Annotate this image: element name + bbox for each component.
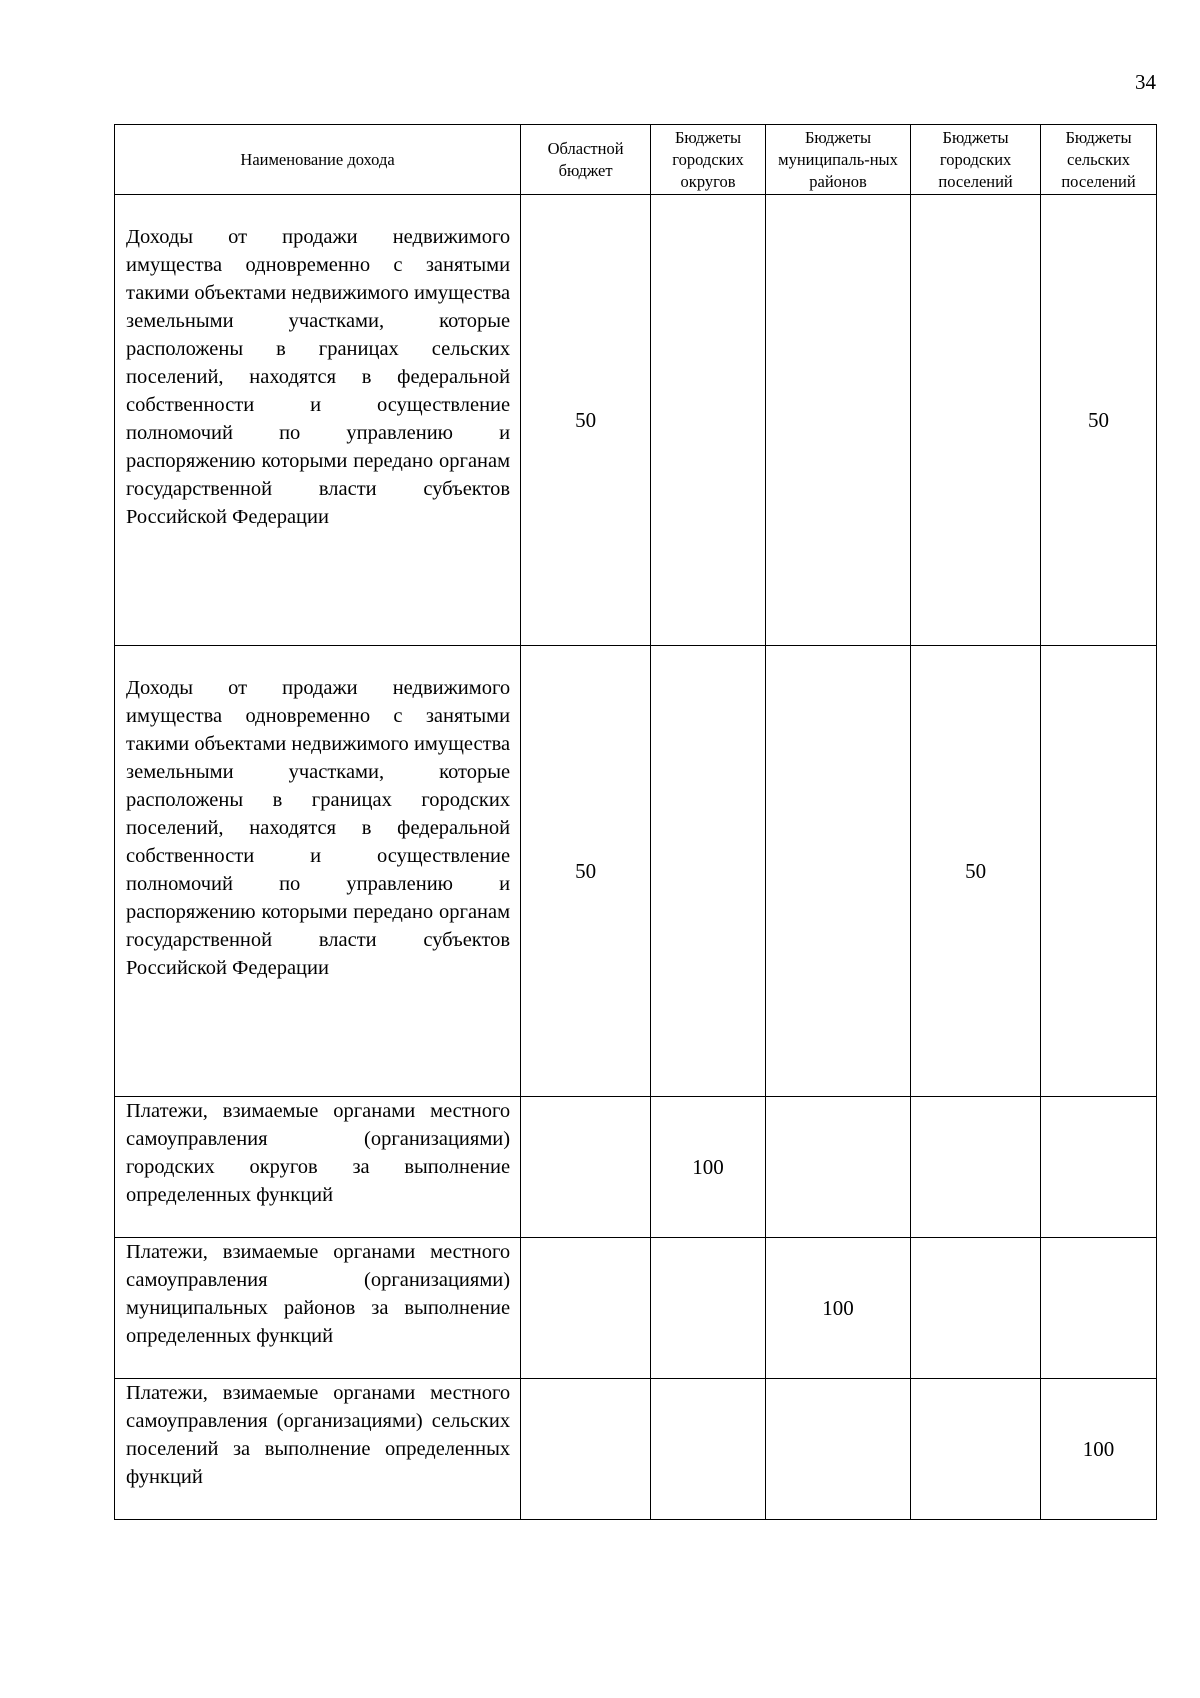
urban-settlement-value xyxy=(911,1379,1041,1520)
header-rural-settlement-budgets: Бюджеты сельских поселений xyxy=(1041,125,1157,195)
city-district-value: 100 xyxy=(651,1097,766,1238)
urban-settlement-value: 50 xyxy=(911,646,1041,1097)
table-row xyxy=(115,1238,1157,1379)
income-name-cell: Доходы от продажи недвижимого имущества одновременно с занятыми такими объектами недвижимого имущества земельными участками, которые расположены в границах сельских поселений, находятся в федеральной собственности и осуществление полномочий по управлению и распоряжению которыми передано органам государственной власти субъектов Российской Федерации xyxy=(115,195,521,646)
rural-settlement-value xyxy=(1041,1238,1157,1379)
header-income-name: Наименование дохода xyxy=(115,125,521,195)
income-name-cell: Платежи, взимаемые органами местного самоуправления (организациями) сельских поселений за выполнение определенных функций xyxy=(115,1379,521,1520)
table-row xyxy=(115,1379,1157,1520)
table-row xyxy=(115,195,1157,646)
municipal-district-value xyxy=(765,646,910,1097)
urban-settlement-value xyxy=(911,195,1041,646)
budget-distribution-table xyxy=(114,124,1157,1520)
rural-settlement-value: 50 xyxy=(1041,195,1157,646)
city-district-value xyxy=(651,1238,766,1379)
urban-settlement-value xyxy=(911,1097,1041,1238)
table-header-row xyxy=(115,125,1157,195)
municipal-district-value xyxy=(765,1097,910,1238)
income-name-cell: Платежи, взимаемые органами местного самоуправления (организациями) городских округов за выполнение определенных функций xyxy=(115,1097,521,1238)
municipal-district-value xyxy=(765,1379,910,1520)
rural-settlement-value: 100 xyxy=(1041,1379,1157,1520)
urban-settlement-value xyxy=(911,1238,1041,1379)
income-name-cell: Доходы от продажи недвижимого имущества одновременно с занятыми такими объектами недвижимого имущества земельными участками, которые расположены в границах городских поселений, находятся в федеральной собственности и осуществление полномочий по управлению и распоряжению которыми передано органам государственной власти субъектов Российской Федерации xyxy=(115,646,521,1097)
municipal-district-value xyxy=(765,195,910,646)
regional-budget-value: 50 xyxy=(521,646,651,1097)
rural-settlement-value xyxy=(1041,1097,1157,1238)
table-row xyxy=(115,1097,1157,1238)
income-name-cell: Платежи, взимаемые органами местного самоуправления (организациями) муниципальных районов за выполнение определенных функций xyxy=(115,1238,521,1379)
municipal-district-value: 100 xyxy=(765,1238,910,1379)
regional-budget-value: 50 xyxy=(521,195,651,646)
header-city-district-budgets: Бюджеты городских округов xyxy=(651,125,766,195)
rural-settlement-value xyxy=(1041,646,1157,1097)
table-row xyxy=(115,646,1157,1097)
regional-budget-value xyxy=(521,1238,651,1379)
city-district-value xyxy=(651,646,766,1097)
header-regional-budget: Областной бюджет xyxy=(521,125,651,195)
city-district-value xyxy=(651,195,766,646)
city-district-value xyxy=(651,1379,766,1520)
page-number: 34 xyxy=(1135,70,1156,94)
header-urban-settlement-budgets: Бюджеты городских поселений xyxy=(911,125,1041,195)
regional-budget-value xyxy=(521,1097,651,1238)
header-municipal-district-budgets: Бюджеты муниципаль-ных районов xyxy=(765,125,910,195)
regional-budget-value xyxy=(521,1379,651,1520)
